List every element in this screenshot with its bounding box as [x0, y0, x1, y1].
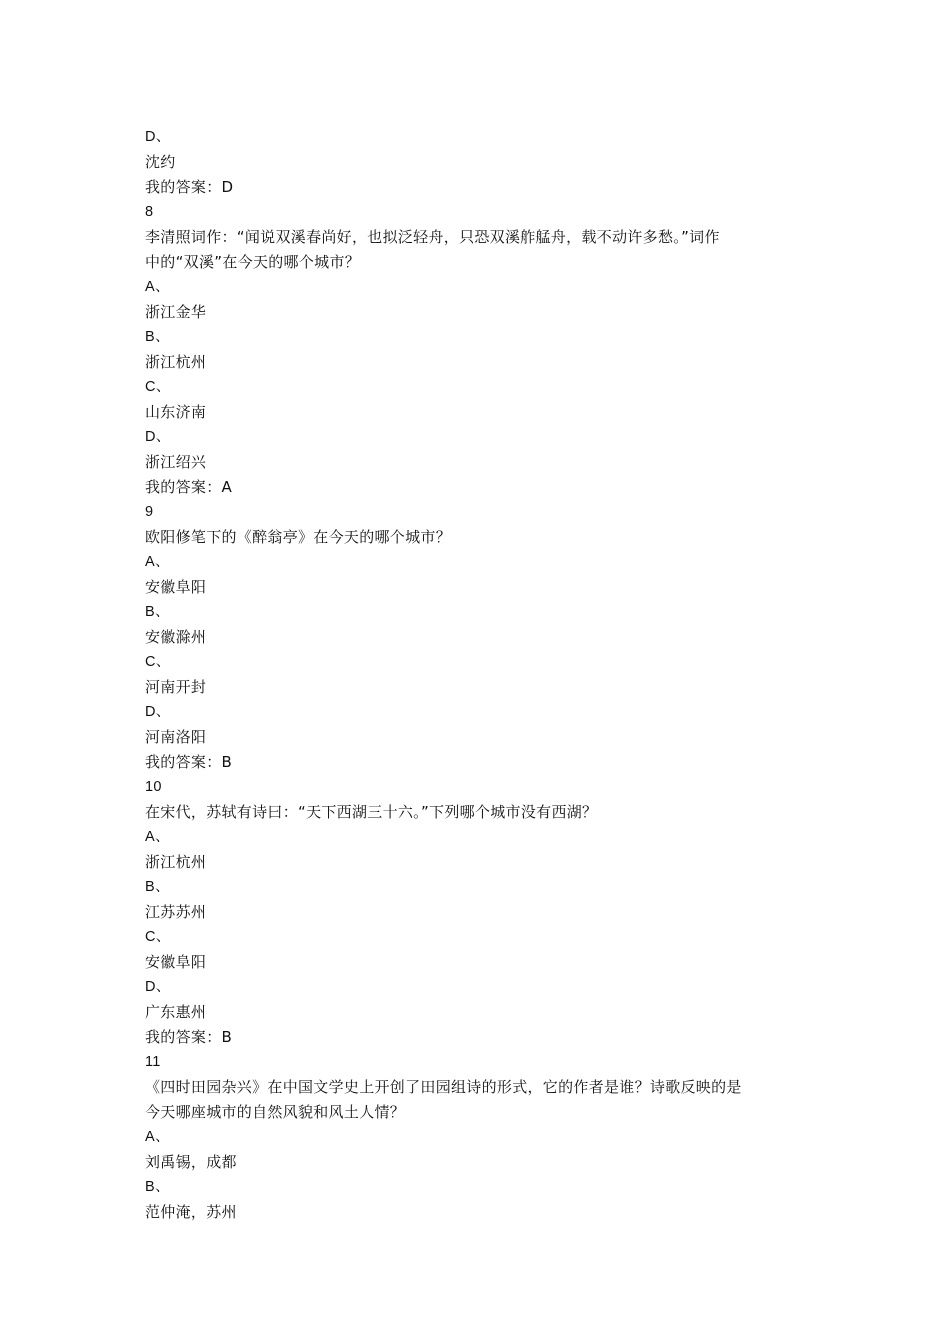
question-text: 今天哪座城市的自然风貌和风土人情？	[145, 1103, 406, 1121]
question-text: 中的“双溪”在今天的哪个城市？	[145, 253, 361, 271]
my-answer: 我的答案：B	[145, 753, 233, 771]
option-text: 安徽阜阳	[145, 953, 207, 971]
question-text: 《四时田园杂兴》在中国文学史上开创了田园组诗的形式，它的作者是谁？诗歌反映的是	[145, 1078, 742, 1096]
option-text: 浙江金华	[145, 303, 207, 321]
question-text: 在宋代，苏轼有诗曰：“天下西湖三十六。”下列哪个城市没有西湖？	[145, 803, 598, 821]
option-text: 江苏苏州	[145, 903, 207, 921]
option-text: 浙江绍兴	[145, 453, 207, 471]
option-label: D、	[145, 704, 171, 720]
option-label: C、	[145, 379, 171, 395]
question-number: 10	[145, 779, 162, 795]
my-answer: 我的答案：D	[145, 178, 234, 196]
option-label: B、	[145, 879, 170, 895]
question-text: 欧阳修笔下的《醉翁亭》在今天的哪个城市？	[145, 528, 452, 546]
question-number: 9	[145, 504, 154, 520]
option-text: 广东惠州	[145, 1003, 207, 1021]
option-text: 刘禹锡，成都	[145, 1153, 237, 1171]
option-text: 浙江杭州	[145, 353, 207, 371]
option-label: C、	[145, 929, 171, 945]
question-number: 11	[145, 1054, 161, 1070]
question-text: 李清照词作：“闻说双溪春尚好，也拟泛轻舟，只恐双溪舴艋舟，载不动许多愁。”词作	[145, 228, 720, 246]
option-text: 沈约	[145, 153, 176, 171]
option-text: 范仲淹，苏州	[145, 1203, 237, 1221]
option-label: B、	[145, 329, 170, 345]
option-text: 河南洛阳	[145, 728, 207, 746]
option-label: D、	[145, 979, 171, 995]
option-text: 安徽滁州	[145, 628, 207, 646]
option-label: A、	[145, 1129, 170, 1145]
option-label: D、	[145, 429, 171, 445]
option-label: B、	[145, 1179, 170, 1195]
option-label: A、	[145, 554, 170, 570]
option-text: 山东济南	[145, 403, 207, 421]
option-label: A、	[145, 279, 170, 295]
option-label: A、	[145, 829, 170, 845]
option-text: 浙江杭州	[145, 853, 207, 871]
my-answer: 我的答案：A	[145, 478, 233, 496]
option-label: B、	[145, 604, 170, 620]
option-label: D、	[145, 129, 171, 145]
document-body	[145, 125, 815, 1225]
my-answer: 我的答案：B	[145, 1028, 233, 1046]
option-text: 安徽阜阳	[145, 578, 207, 596]
option-label: C、	[145, 654, 171, 670]
question-number: 8	[145, 204, 154, 220]
option-text: 河南开封	[145, 678, 207, 696]
